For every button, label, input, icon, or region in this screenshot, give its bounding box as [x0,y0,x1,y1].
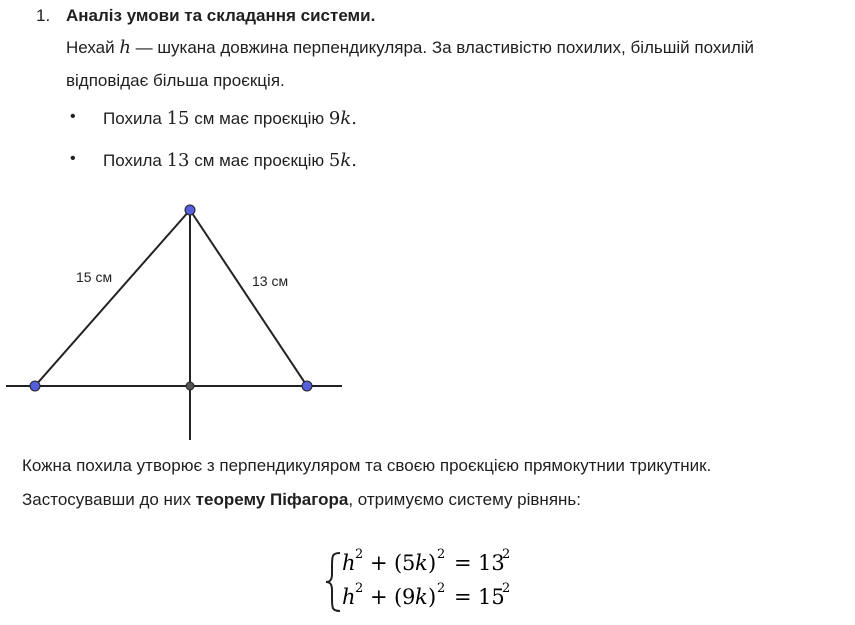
svg-text:(: ( [394,551,403,575]
svg-text:2: 2 [355,581,364,596]
para-text: Нехай [66,38,120,57]
svg-text:9: 9 [402,585,416,609]
svg-text:2: 2 [502,547,511,562]
svg-text:): ) [428,551,437,575]
svg-text:h: h [342,551,356,575]
svg-text:2: 2 [502,581,511,596]
explanation-line-1: Кожна похила утворює з перпендикуляром та своєю проєкцією прямокутнии трикутник. [22,456,712,475]
bullet-marker: • [70,108,76,125]
explanation-line-2: Застосувавши до них теорему Піфагора, отримуємо систему рівнянь: [22,490,581,509]
svg-text:=: = [454,551,472,575]
paragraph-line-2: відповідає більша проєкція. [66,71,285,90]
svg-text:5: 5 [402,551,416,575]
svg-text:+: + [370,551,388,575]
left-foot-point [30,381,40,391]
pythagoras-theorem-term: теорему Піфагора [195,490,349,509]
system-brace [326,553,340,611]
svg-text:2: 2 [355,547,364,562]
svg-text:2: 2 [437,547,446,562]
list-number: 1. [36,6,51,25]
perpendicular-foot-point [186,382,194,390]
svg-text:k: k [415,551,428,575]
bullet-item-1: Похила 15 см має проєкцію 9k. [103,108,357,129]
svg-text:15: 15 [478,585,505,609]
svg-text:h: h [342,585,356,609]
equation-1 [342,547,510,575]
bullet-item-2: Похила 13 см має проєкцію 5k. [103,150,357,171]
svg-text:): ) [428,585,437,609]
bullet-marker: • [70,150,76,167]
slant-15-line [35,210,190,386]
apex-point [185,205,195,215]
svg-text:2: 2 [437,581,446,596]
section-heading: Аналіз умови та складання системи. [66,6,376,25]
svg-text:+: + [370,585,388,609]
svg-text:k: k [415,585,428,609]
svg-text:(: ( [394,585,403,609]
para-text: — шукана довжина перпендикуляра. За властивістю похилих, більшій похилій [130,38,755,57]
right-foot-point [302,381,312,391]
equation-2 [342,581,510,609]
label-15cm: 15 см [76,269,113,285]
svg-text:=: = [454,585,472,609]
label-13cm: 13 см [252,273,289,289]
svg-text:13: 13 [478,551,505,575]
variable-h: h [119,37,131,58]
slant-13-line [190,210,307,386]
